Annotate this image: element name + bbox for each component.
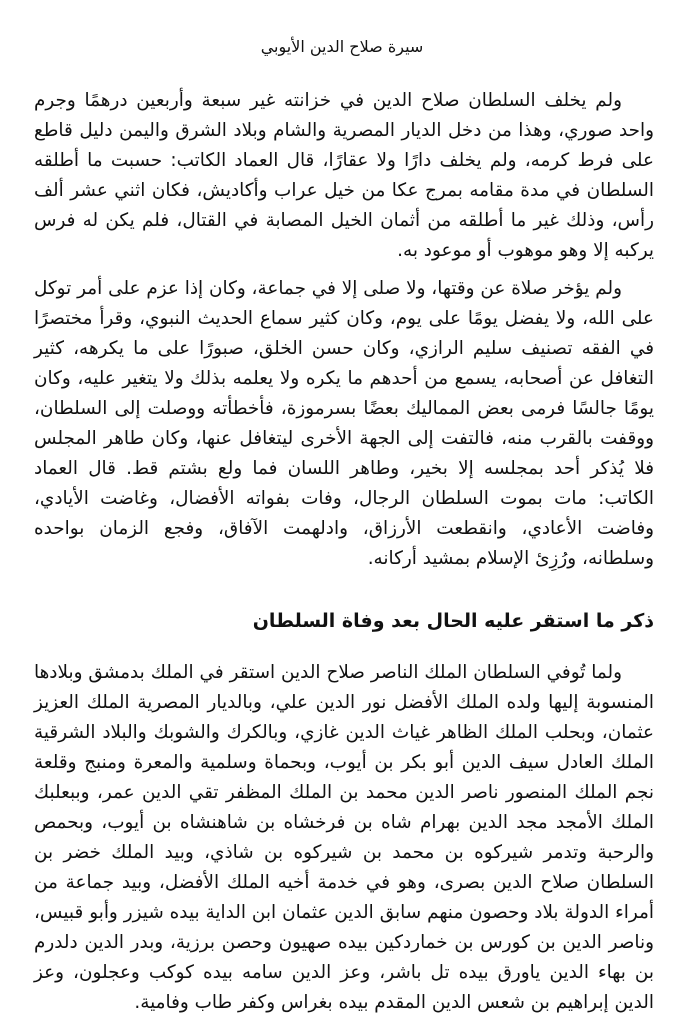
running-header: سيرة صلاح الدين الأيوبي bbox=[260, 37, 424, 56]
section-heading: ذكر ما استقر عليه الحال بعد وفاة السلطان bbox=[252, 610, 654, 632]
body-paragraph: ولم يؤخر صلاة عن وقتها، ولا صلى إلا في جماعة، وكان إذا عزم على أمر توكل على الله، ولا يفضل يومًا على يوم، وكان كثير سماع الحديث النبوي، وقرأ مختصرًا في الفقه تصنيف سليم الرازي، وكان حسن الخلق، صبورًا على ما يكرهه، كثير التغافل عن أصحابه، يسمع من أحدهم ما يكره ولا يعلمه بذلك ولا يتغير عليه، وكان يومًا جالسًا فرمى بعض المماليك بعضًا بسرموزة، فأخطأته ووصلت إلى السلطان، ووقفت بالقرب منه، فالتفت إلى الجهة الأخرى ليتغافل عنها، وكان طاهر المجلس فلا يُذكر أحد بمجلسه إلا بخير، وطاهر اللسان فما ولع بشتم قط. قال العماد الكاتب: مات بموت السلطان الرجال، وفات بفواته الأفضال، وغاضت الأيادي، وفاضت الأعادي، وانقطعت الأرزاق، وادلهمت الآفاق، وفجع الزمان بواحده وسلطانه، ورُزِئ الإسلام بمشيد أركانه. bbox=[34, 278, 654, 569]
page-body bbox=[34, 86, 654, 1018]
body-paragraph: ولم يخلف السلطان صلاح الدين في خزانته غير سبعة وأربعين درهمًا وجرم واحد صوري، وهذا من دخل الديار المصرية والشام وبلاد الشرق واليمن دليل قاطع على فرط كرمه، ولم يخلف دارًا ولا عقارًا، قال العماد الكاتب: حسبت ما أطلقه السلطان في مدة مقامه بمرج عكا من خيل عراب وأكاديش، فكان اثني عشر ألف رأس، وذلك غير ما أطلقه من أثمان الخيل المصابة في القتال، فلم يكن له فرس يركبه إلا وهو موهوب أو موعود به. bbox=[34, 90, 654, 261]
body-paragraph: ولما تُوفي السلطان الملك الناصر صلاح الدين استقر في الملك بدمشق وبلادها المنسوبة إليها ولده الملك الأفضل نور الدين علي، وبالديار المصرية الملك العزيز عثمان، وبحلب الملك الظاهر غياث الدين غازي، وبالكرك والشوبك والبلاد الشرقية الملك العادل سيف الدين أبو بكر بن أيوب، وبحماة وسلمية والمعرة ومنبج وقلعة نجم الملك المنصور ناصر الدين محمد بن الملك المظفر تقي الدين عمر، وببعلبك الملك الأمجد مجد الدين بهرام شاه بن فرخشاه بن شاهنشاه بن أيوب، وبحمص والرحبة وتدمر شيركوه بن محمد بن شيركوه بن شاذي، وبيد الملك خضر بن السلطان صلاح الدين بصرى، وهو في خدمة أخيه الملك الأفضل، وبيد جماعة من أمراء الدولة بلاد وحصون منهم سابق الدين عثمان ابن الداية بيده شيزر وأبو قبيس، وناصر الدين بن كورس بن خماردكين بيده صهيون وحصن برزية، وبدر الدين دلدرم بن بهاء الدين ياورق بيده تل باشر، وعز الدين سامه بيده كوكب وعجلون، وعز الدين إبراهيم بن شعس الدين المقدم بيده بغراس وكفر طاب وفامية. bbox=[34, 662, 654, 1013]
